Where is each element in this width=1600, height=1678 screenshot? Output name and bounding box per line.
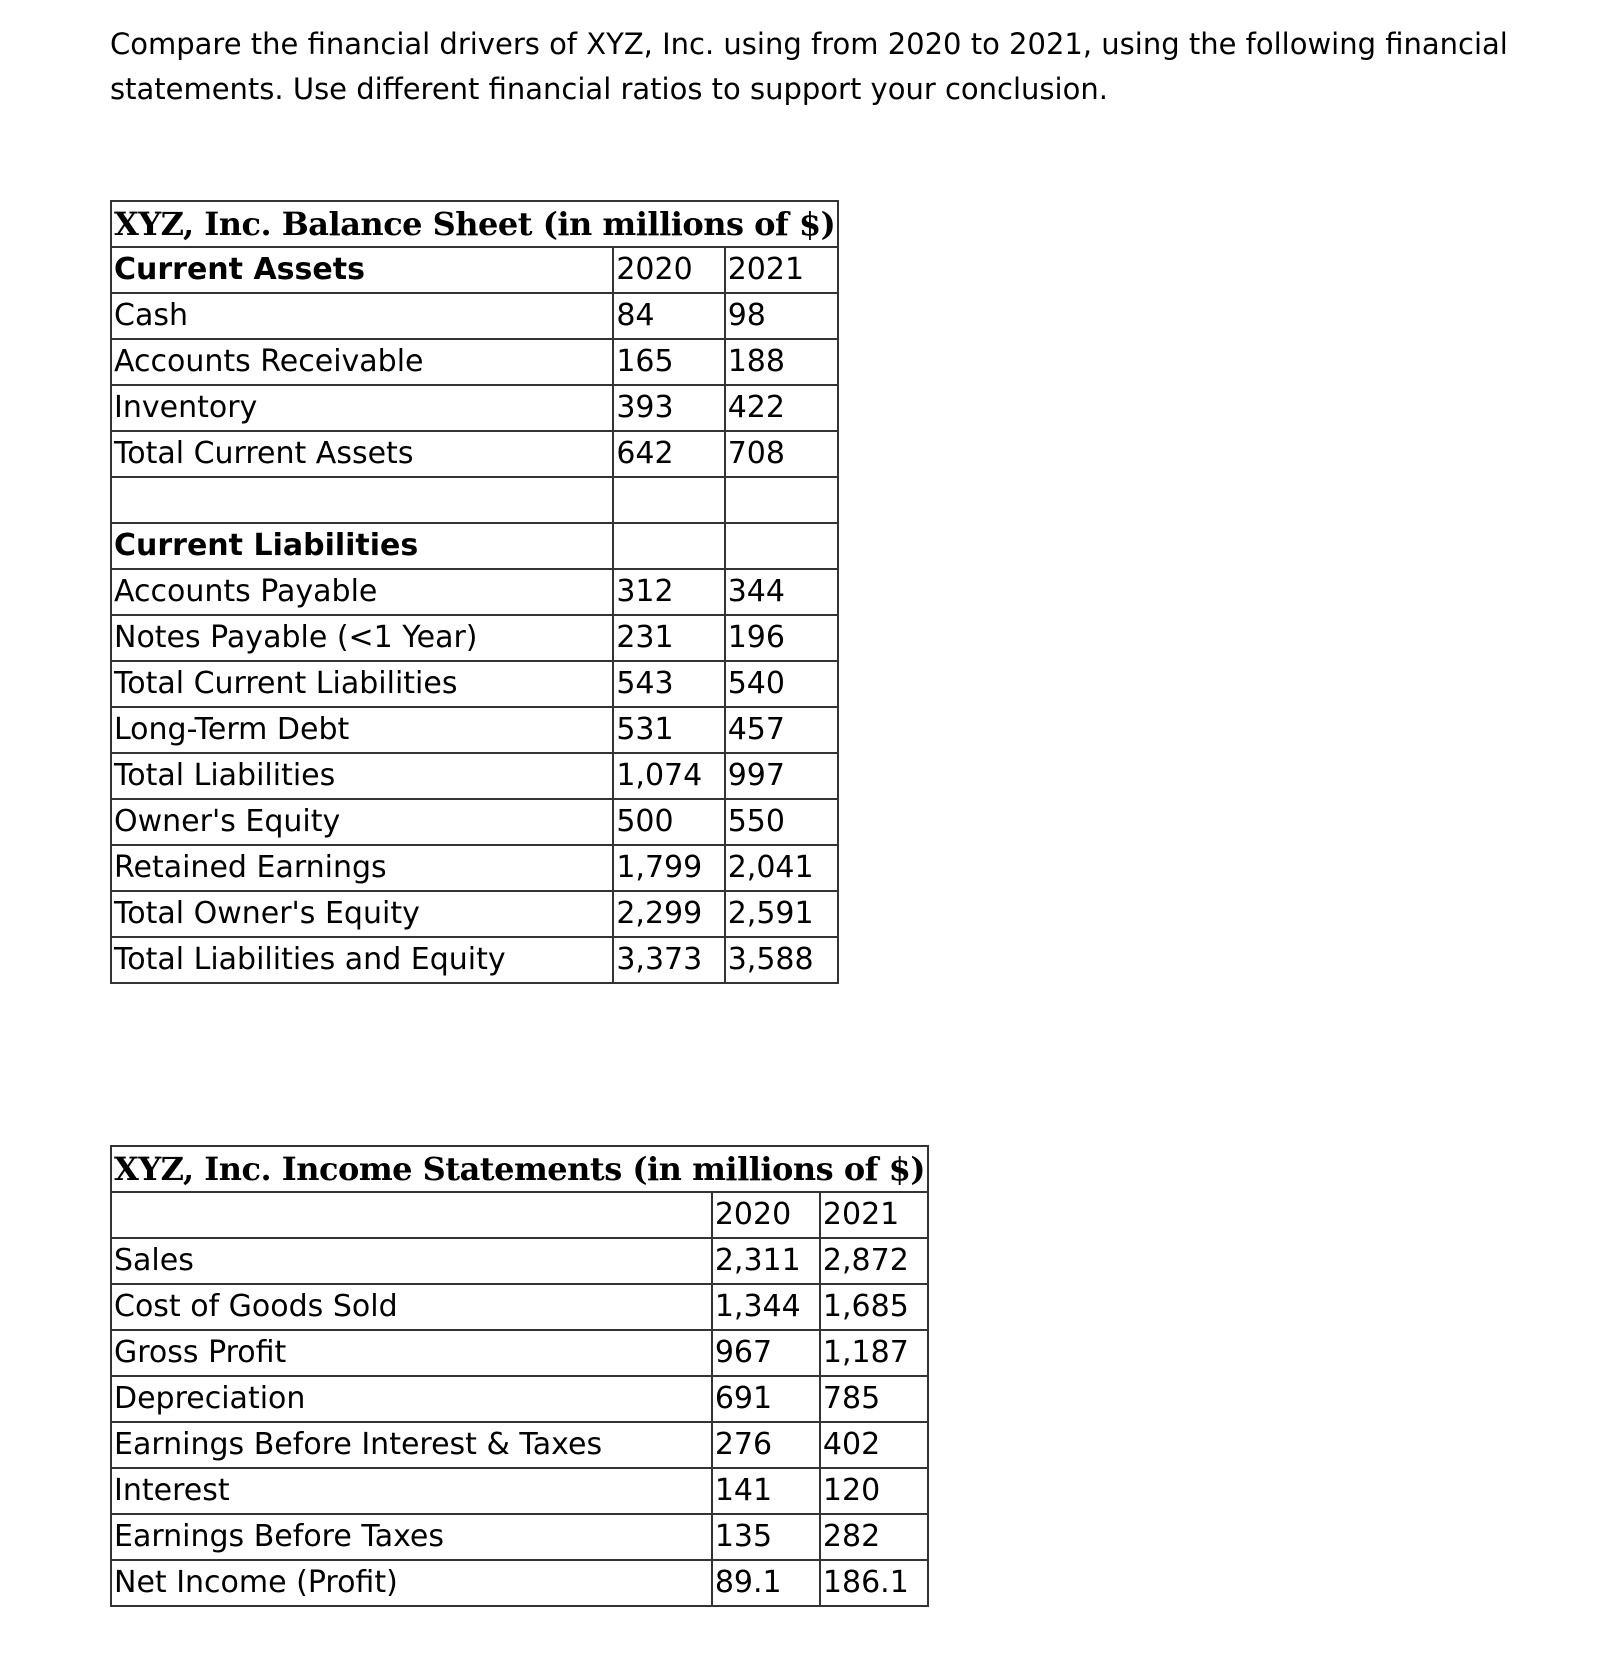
value-2021: 997 bbox=[725, 753, 839, 799]
empty-cell bbox=[725, 477, 839, 523]
table-row bbox=[111, 1514, 928, 1560]
row-label: Sales bbox=[111, 1238, 712, 1284]
table-row bbox=[111, 753, 838, 799]
table-row bbox=[111, 1468, 928, 1514]
row-label: Total Liabilities and Equity bbox=[111, 937, 613, 983]
value-2020: 500 bbox=[613, 799, 724, 845]
empty-cell bbox=[111, 477, 613, 523]
value-2021: 422 bbox=[725, 385, 839, 431]
value-2021: 2,872 bbox=[820, 1238, 928, 1284]
value-2020: 165 bbox=[613, 339, 724, 385]
value-2020: 84 bbox=[613, 293, 724, 339]
value-2021: 457 bbox=[725, 707, 839, 753]
table-row bbox=[111, 293, 838, 339]
income-statement-title: XYZ, Inc. Income Statements (in millions of $) bbox=[111, 1146, 928, 1192]
value-2020: 89.1 bbox=[712, 1560, 820, 1606]
row-label: Depreciation bbox=[111, 1376, 712, 1422]
value-2021: 2,591 bbox=[725, 891, 839, 937]
row-label: Total Current Assets bbox=[111, 431, 613, 477]
value-2021: 550 bbox=[725, 799, 839, 845]
section-heading-row bbox=[111, 523, 838, 569]
table-row bbox=[111, 1284, 928, 1330]
row-label: Retained Earnings bbox=[111, 845, 613, 891]
row-label: Total Current Liabilities bbox=[111, 661, 613, 707]
table-header-row bbox=[111, 247, 838, 293]
value-2020: 141 bbox=[712, 1468, 820, 1514]
value-2021: 2,041 bbox=[725, 845, 839, 891]
value-2021: 196 bbox=[725, 615, 839, 661]
empty-cell bbox=[725, 523, 839, 569]
row-label: Inventory bbox=[111, 385, 613, 431]
value-2021: 186.1 bbox=[820, 1560, 928, 1606]
row-label: Net Income (Profit) bbox=[111, 1560, 712, 1606]
table-row bbox=[111, 1560, 928, 1606]
value-2020: 1,344 bbox=[712, 1284, 820, 1330]
value-2021: 1,685 bbox=[820, 1284, 928, 1330]
value-2020: 543 bbox=[613, 661, 724, 707]
value-2021: 708 bbox=[725, 431, 839, 477]
table-header-row bbox=[111, 1192, 928, 1238]
table-row bbox=[111, 385, 838, 431]
row-label: Long-Term Debt bbox=[111, 707, 613, 753]
value-2020: 231 bbox=[613, 615, 724, 661]
header-label-cell bbox=[111, 1192, 712, 1238]
value-2020: 135 bbox=[712, 1514, 820, 1560]
value-2020: 1,799 bbox=[613, 845, 724, 891]
value-2021: 540 bbox=[725, 661, 839, 707]
value-2020: 393 bbox=[613, 385, 724, 431]
year-header-2021: 2021 bbox=[725, 247, 839, 293]
value-2021: 3,588 bbox=[725, 937, 839, 983]
value-2020: 276 bbox=[712, 1422, 820, 1468]
table-title-row bbox=[111, 1146, 928, 1192]
value-2020: 967 bbox=[712, 1330, 820, 1376]
value-2021: 402 bbox=[820, 1422, 928, 1468]
value-2021: 120 bbox=[820, 1468, 928, 1514]
row-label: Gross Profit bbox=[111, 1330, 712, 1376]
section-heading-current-assets: Current Assets bbox=[111, 247, 613, 293]
balance-sheet-title: XYZ, Inc. Balance Sheet (in millions of $) bbox=[111, 201, 838, 247]
table-row bbox=[111, 1422, 928, 1468]
income-statement-table bbox=[110, 1145, 929, 1607]
table-row bbox=[111, 891, 838, 937]
row-label: Cash bbox=[111, 293, 613, 339]
value-2020: 531 bbox=[613, 707, 724, 753]
empty-row bbox=[111, 477, 838, 523]
table-row bbox=[111, 1330, 928, 1376]
row-label: Total Liabilities bbox=[111, 753, 613, 799]
row-label: Cost of Goods Sold bbox=[111, 1284, 712, 1330]
year-header-2020: 2020 bbox=[613, 247, 724, 293]
row-label: Interest bbox=[111, 1468, 712, 1514]
balance-sheet-table bbox=[110, 200, 839, 984]
value-2020: 312 bbox=[613, 569, 724, 615]
empty-cell bbox=[613, 477, 724, 523]
value-2021: 785 bbox=[820, 1376, 928, 1422]
table-row bbox=[111, 1238, 928, 1284]
table-row bbox=[111, 431, 838, 477]
year-header-2021: 2021 bbox=[820, 1192, 928, 1238]
row-label: Accounts Receivable bbox=[111, 339, 613, 385]
row-label: Owner's Equity bbox=[111, 799, 613, 845]
section-heading-current-liabilities: Current Liabilities bbox=[111, 523, 613, 569]
row-label: Earnings Before Interest & Taxes bbox=[111, 1422, 712, 1468]
value-2020: 3,373 bbox=[613, 937, 724, 983]
row-label: Earnings Before Taxes bbox=[111, 1514, 712, 1560]
empty-cell bbox=[613, 523, 724, 569]
table-row bbox=[111, 707, 838, 753]
value-2020: 691 bbox=[712, 1376, 820, 1422]
table-row bbox=[111, 569, 838, 615]
value-2020: 2,299 bbox=[613, 891, 724, 937]
table-title-row bbox=[111, 201, 838, 247]
value-2021: 282 bbox=[820, 1514, 928, 1560]
table-row bbox=[111, 615, 838, 661]
table-row bbox=[111, 339, 838, 385]
table-row bbox=[111, 845, 838, 891]
value-2020: 1,074 bbox=[613, 753, 724, 799]
question-text: Compare the financial drivers of XYZ, Inc. using from 2020 to 2021, using the following financial statements. Use different financial ratios to support your conclusion. bbox=[110, 27, 1508, 106]
value-2020: 642 bbox=[613, 431, 724, 477]
table-row bbox=[111, 661, 838, 707]
row-label: Notes Payable (<1 Year) bbox=[111, 615, 613, 661]
value-2020: 2,311 bbox=[712, 1238, 820, 1284]
table-row bbox=[111, 799, 838, 845]
value-2021: 188 bbox=[725, 339, 839, 385]
row-label: Total Owner's Equity bbox=[111, 891, 613, 937]
year-header-2020: 2020 bbox=[712, 1192, 820, 1238]
table-row bbox=[111, 1376, 928, 1422]
value-2021: 98 bbox=[725, 293, 839, 339]
value-2021: 1,187 bbox=[820, 1330, 928, 1376]
row-label: Accounts Payable bbox=[111, 569, 613, 615]
table-row bbox=[111, 937, 838, 983]
value-2021: 344 bbox=[725, 569, 839, 615]
